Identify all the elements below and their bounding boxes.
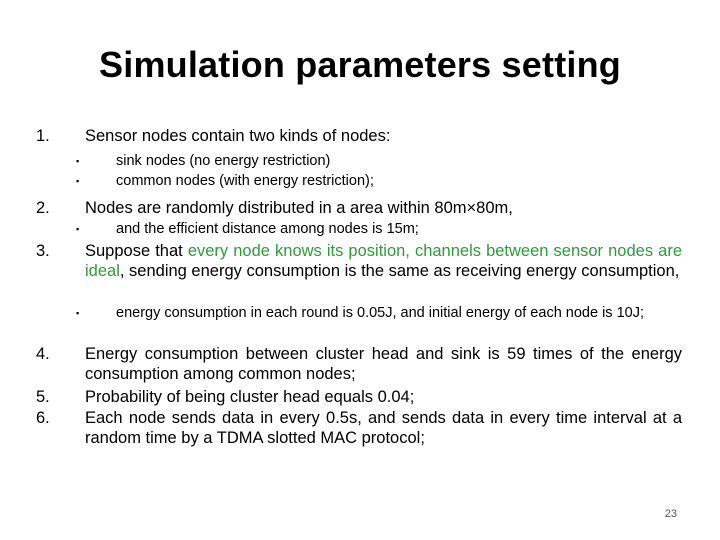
item-number: 4. bbox=[36, 345, 50, 363]
sub-item-text: common nodes (with energy restriction); bbox=[116, 173, 374, 189]
item-text: Each node sends data in every 0.5s, and sends data in every time interval at a random time by a TDMA slotted MAC protocol; bbox=[85, 409, 682, 447]
sub-item bbox=[76, 305, 682, 322]
item-text-end: , sending energy consumption is the same as receiving energy consumption, bbox=[119, 262, 680, 280]
item-number: 5. bbox=[36, 388, 50, 406]
list-item-3 bbox=[36, 241, 682, 281]
sub-item-text: sink nodes (no energy restriction) bbox=[116, 153, 331, 169]
list-item-5 bbox=[36, 387, 682, 407]
item-number: 6. bbox=[36, 409, 50, 427]
sub-item-text: energy consumption in each round is 0.05J, and initial energy of each node is 10J; bbox=[116, 305, 644, 321]
item-text: Energy consumption between cluster head and sink is 59 times of the energy consumption among common nodes; bbox=[85, 345, 682, 383]
item-text: Probability of being cluster head equals 0.04; bbox=[85, 388, 415, 406]
sub-item bbox=[76, 153, 682, 170]
square-bullet-icon: ▪ bbox=[76, 224, 80, 234]
item-text bbox=[85, 241, 682, 281]
item-text: Nodes are randomly distributed in a area within 80m×80m, bbox=[85, 199, 513, 217]
list-item-6 bbox=[36, 408, 682, 448]
slide-title: Simulation parameters setting bbox=[99, 44, 621, 85]
list-item-1 bbox=[36, 126, 682, 146]
item-text-start: Suppose that bbox=[85, 242, 188, 260]
square-bullet-icon: ▪ bbox=[76, 308, 80, 318]
item-number: 1. bbox=[36, 127, 50, 145]
list-item-2 bbox=[36, 198, 682, 218]
item-number: 3. bbox=[36, 242, 50, 260]
sub-item bbox=[76, 221, 682, 238]
list-item-4 bbox=[36, 344, 682, 384]
item-text: Sensor nodes contain two kinds of nodes: bbox=[85, 127, 391, 145]
sub-item bbox=[76, 173, 682, 190]
page-number: 23 bbox=[664, 508, 677, 520]
square-bullet-icon: ▪ bbox=[76, 176, 80, 186]
item-text-highlight: every node knows its position, channels between sensor nodes are ideal bbox=[85, 242, 683, 280]
square-bullet-icon: ▪ bbox=[76, 156, 80, 166]
item-number: 2. bbox=[36, 199, 50, 217]
sub-item-text: and the efficient distance among nodes is 15m; bbox=[116, 221, 419, 237]
